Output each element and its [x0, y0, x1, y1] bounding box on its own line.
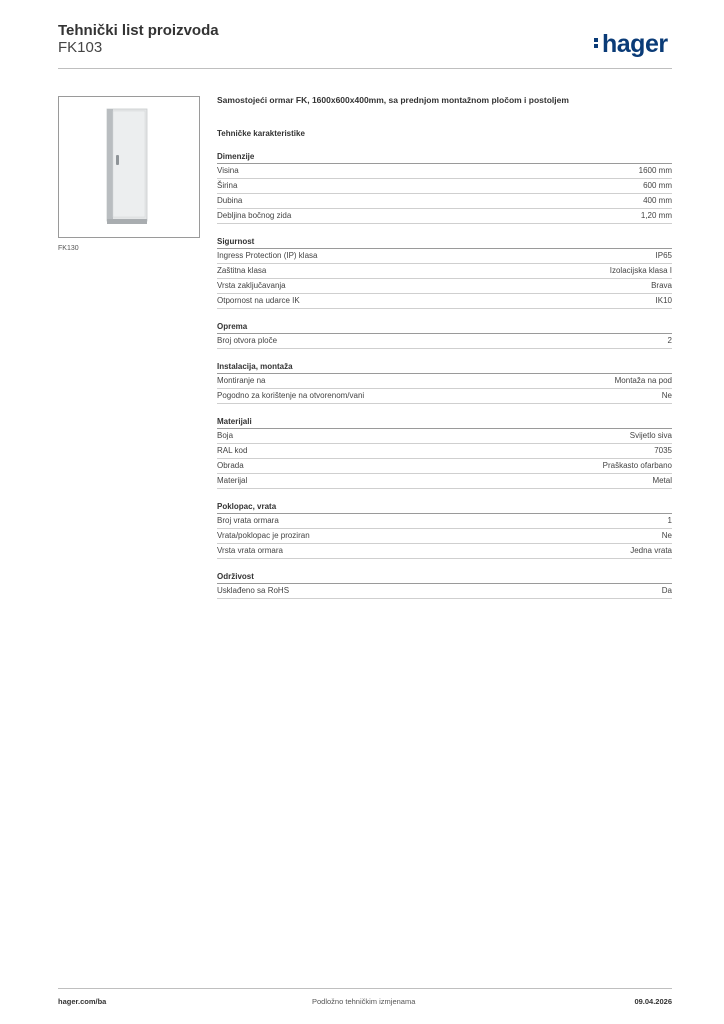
- spec-label: Dubina: [217, 196, 243, 205]
- spec-sections: [217, 151, 672, 599]
- spec-label: Ingress Protection (IP) klasa: [217, 251, 318, 260]
- spec-row: [217, 544, 672, 559]
- section-title: Održivost: [217, 571, 672, 584]
- footer-website: hager.com/ba: [58, 997, 107, 1006]
- spec-value: Jedna vrata: [630, 546, 672, 555]
- spec-label: Obrada: [217, 461, 244, 470]
- spec-row: [217, 459, 672, 474]
- spec-value: IK10: [655, 296, 672, 305]
- spec-section: [217, 501, 672, 559]
- spec-row: [217, 474, 672, 489]
- spec-label: Otpornost na udarce IK: [217, 296, 300, 305]
- spec-value: 600 mm: [643, 181, 672, 190]
- section-title: Oprema: [217, 321, 672, 334]
- spec-value: Ne: [661, 391, 672, 400]
- spec-label: Zaštitna klasa: [217, 266, 267, 275]
- spec-value: 7035: [654, 446, 672, 455]
- footer-date: 09.04.2026: [634, 997, 672, 1006]
- spec-row: [217, 279, 672, 294]
- spec-row: [217, 264, 672, 279]
- product-image-frame: [58, 96, 200, 238]
- spec-label: Pogodno za korištenje na otvorenom/vani: [217, 391, 365, 400]
- spec-row: [217, 584, 672, 599]
- spec-row: [217, 444, 672, 459]
- page-title: Tehnički list proizvoda: [58, 22, 219, 39]
- footer-divider: [58, 988, 672, 989]
- spec-row: [217, 389, 672, 404]
- section-title: Sigurnost: [217, 236, 672, 249]
- spec-row: [217, 334, 672, 349]
- spec-section: [217, 236, 672, 309]
- header-divider: [58, 68, 672, 69]
- spec-label: Debljina bočnog zida: [217, 211, 292, 220]
- spec-value: 2: [667, 336, 672, 345]
- spec-value: 1600 mm: [638, 166, 672, 175]
- spec-row: [217, 429, 672, 444]
- logo-dots-icon: [594, 36, 599, 50]
- specs-heading: Tehničke karakteristike: [217, 129, 305, 138]
- spec-label: Boja: [217, 431, 234, 440]
- spec-section: [217, 361, 672, 404]
- spec-label: Materijal: [217, 476, 248, 485]
- spec-label: RAL kod: [217, 446, 248, 455]
- spec-section: [217, 321, 672, 349]
- product-code: FK103: [58, 39, 103, 56]
- spec-section: [217, 571, 672, 599]
- spec-value: 1: [667, 516, 672, 525]
- spec-label: Broj otvora ploče: [217, 336, 278, 345]
- spec-row: [217, 514, 672, 529]
- spec-section: [217, 416, 672, 489]
- standing-cabinet-icon: [59, 97, 199, 237]
- hager-logo: [594, 30, 668, 59]
- spec-label: Širina: [217, 181, 238, 190]
- spec-value: Metal: [652, 476, 672, 485]
- spec-label: Vrsta zaključavanja: [217, 281, 286, 290]
- spec-label: Visina: [217, 166, 239, 175]
- spec-row: [217, 249, 672, 264]
- spec-label: Broj vrata ormara: [217, 516, 279, 525]
- section-title: Poklopac, vrata: [217, 501, 672, 514]
- product-description: Samostojeći ormar FK, 1600x600x400mm, sa prednjom montažnom pločom i postoljem: [217, 95, 569, 105]
- spec-row: [217, 194, 672, 209]
- spec-row: [217, 209, 672, 224]
- image-caption: FK130: [58, 245, 79, 252]
- spec-row: [217, 294, 672, 309]
- spec-row: [217, 179, 672, 194]
- spec-section: [217, 151, 672, 224]
- spec-value: Brava: [651, 281, 672, 290]
- spec-value: Praškasto ofarbano: [602, 461, 672, 470]
- spec-label: Montiranje na: [217, 376, 266, 385]
- spec-row: [217, 164, 672, 179]
- spec-value: Ne: [661, 531, 672, 540]
- spec-value: 1,20 mm: [640, 211, 672, 220]
- spec-value: Svijetlo siva: [629, 431, 672, 440]
- spec-content: [217, 95, 672, 599]
- spec-value: 400 mm: [643, 196, 672, 205]
- section-title: Materijali: [217, 416, 672, 429]
- logo-text: hager: [602, 30, 668, 58]
- spec-value: IP65: [655, 251, 672, 260]
- section-title: Instalacija, montaža: [217, 361, 672, 374]
- spec-label: Vrsta vrata ormara: [217, 546, 283, 555]
- section-title: Dimenzije: [217, 151, 672, 164]
- spec-value: Izolacijska klasa I: [609, 266, 672, 275]
- spec-label: Usklađeno sa RoHS: [217, 586, 290, 595]
- footer-notice: Podložno tehničkim izmjenama: [312, 997, 416, 1006]
- spec-row: [217, 374, 672, 389]
- spec-value: Da: [661, 586, 672, 595]
- spec-label: Vrata/poklopac je proziran: [217, 531, 310, 540]
- spec-value: Montaža na pod: [614, 376, 672, 385]
- spec-row: [217, 529, 672, 544]
